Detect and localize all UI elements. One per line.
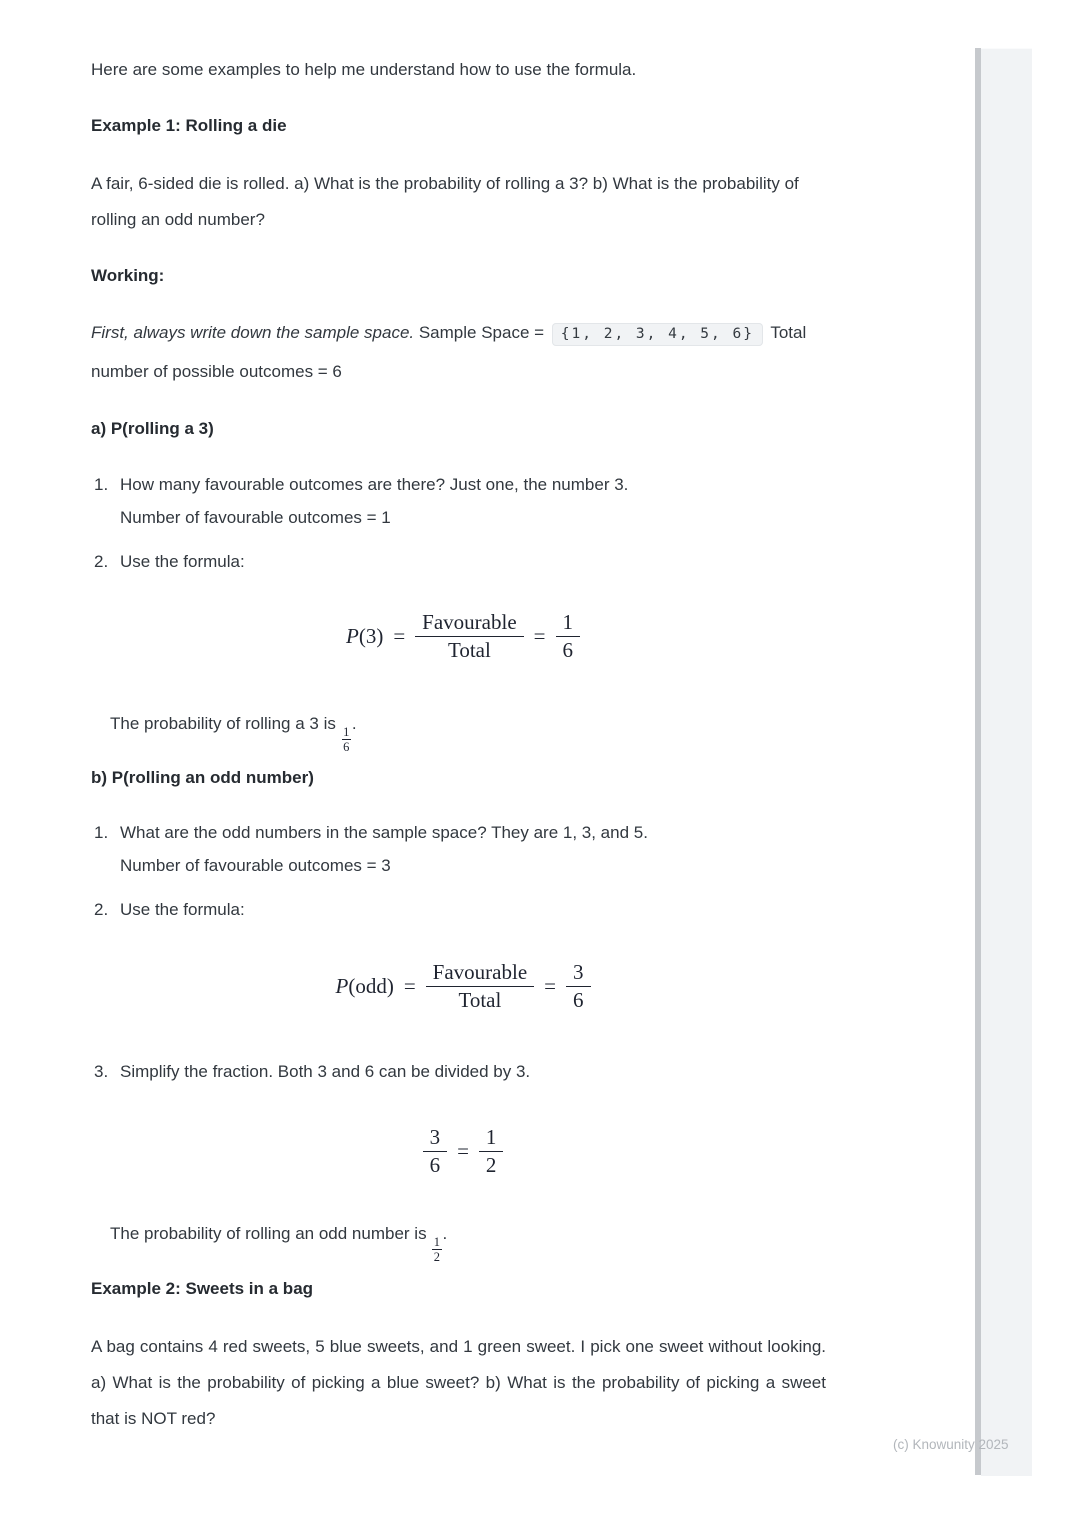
step-text: How many favourable outcomes are there? Just one, the number 3. — [120, 475, 629, 494]
fraction — [556, 609, 581, 663]
numerator: 1 — [433, 1235, 441, 1249]
denominator: 6 — [573, 987, 584, 1012]
example2-problem: A bag contains 4 red sweets, 5 blue sweets, and 1 green sweet. I pick one sweet without looking. a) What is the probability of picking a blue sweet? b) What is the probability of picking a sweet that is NOT red? — [91, 1337, 826, 1428]
part-a-step-1 — [94, 468, 826, 534]
intro-text: Here are some examples to help me understand how to use the formula. — [91, 60, 637, 79]
numerator: 1 — [343, 725, 350, 739]
fraction — [415, 609, 523, 663]
denominator: 6 — [562, 637, 573, 662]
step-number: 2. — [94, 900, 109, 919]
equals-sign: = — [533, 623, 546, 648]
step-number: 1. — [94, 823, 109, 842]
denominator: Total — [458, 987, 502, 1012]
part-a-heading: a) P(rolling a 3) — [91, 419, 214, 438]
equation-p-rolling-3 — [91, 608, 835, 664]
math-variable: P — [335, 973, 349, 998]
numerator: 1 — [556, 609, 581, 636]
step-text: Use the formula: — [120, 552, 245, 571]
example2-heading: Example 2: Sweets in a bag — [91, 1279, 314, 1298]
equals-sign: = — [544, 973, 556, 998]
math-variable: P — [346, 623, 359, 648]
sample-space-total: Total number of possible outcomes = 6 — [91, 323, 807, 381]
denominator: 2 — [433, 1250, 441, 1264]
equation-p-rolling-odd — [91, 958, 835, 1014]
step-number: 3. — [94, 1062, 109, 1081]
sample-space-note: First, always write down the sample space. — [91, 323, 415, 342]
scrollbar-track[interactable] — [981, 48, 1032, 1476]
fraction — [426, 959, 534, 1013]
part-b-step-2 — [94, 893, 826, 926]
example1-heading: Example 1: Rolling a die — [91, 116, 287, 135]
numerator: Favourable — [426, 959, 534, 986]
step-number: 1. — [94, 475, 109, 494]
sample-space-label: Sample Space = — [414, 323, 549, 342]
fraction — [479, 1124, 504, 1178]
numerator: 3 — [423, 1124, 448, 1151]
step-text: What are the odd numbers in the sample space? They are 1, 3, and 5. — [120, 823, 648, 842]
inline-fraction — [432, 1235, 441, 1264]
numerator: 1 — [479, 1124, 504, 1151]
conclusion-period: . — [442, 1224, 448, 1243]
sample-space-paragraph — [91, 314, 826, 390]
step-text: Simplify the fraction. Both 3 and 6 can be divided by 3. — [120, 1062, 531, 1081]
step-text: Number of favourable outcomes = 3 — [120, 856, 391, 875]
denominator: 6 — [429, 1152, 441, 1177]
step-number: 2. — [94, 552, 109, 571]
sample-space-code: {1, 2, 3, 4, 5, 6} — [552, 323, 763, 346]
fraction — [423, 1124, 448, 1178]
conclusion-text: The probability of rolling an odd number is — [110, 1224, 432, 1243]
example1-problem: A fair, 6-sided die is rolled. a) What is the probability of rolling a 3? b) What is the probability of rolling an odd number? — [91, 174, 799, 229]
math-args: (3) — [358, 623, 384, 648]
equation-simplify-fraction — [91, 1123, 835, 1179]
math-args: (odd) — [348, 973, 394, 998]
working-heading: Working: — [91, 266, 165, 285]
denominator: 6 — [343, 740, 350, 754]
equals-sign: = — [393, 623, 406, 648]
part-a-conclusion — [110, 706, 826, 754]
fraction — [566, 959, 591, 1013]
part-b-heading: b) P(rolling an odd number) — [91, 768, 314, 787]
part-b-step-3 — [94, 1055, 826, 1088]
conclusion-period: . — [351, 714, 357, 733]
step-text: Number of favourable outcomes = 1 — [120, 508, 391, 527]
part-b-step-1 — [94, 816, 826, 882]
numerator: 3 — [566, 959, 591, 986]
step-text: Use the formula: — [120, 900, 245, 919]
conclusion-text: The probability of rolling a 3 is — [110, 714, 341, 733]
part-b-conclusion — [110, 1216, 826, 1264]
part-a-step-2 — [94, 545, 826, 578]
numerator: Favourable — [415, 609, 523, 636]
copyright-watermark: (c) Knowunity 2025 — [893, 1437, 1009, 1452]
inline-fraction — [342, 725, 351, 754]
equals-sign: = — [457, 1138, 469, 1163]
denominator: 2 — [485, 1152, 497, 1177]
equals-sign: = — [403, 973, 416, 998]
denominator: Total — [447, 637, 491, 662]
